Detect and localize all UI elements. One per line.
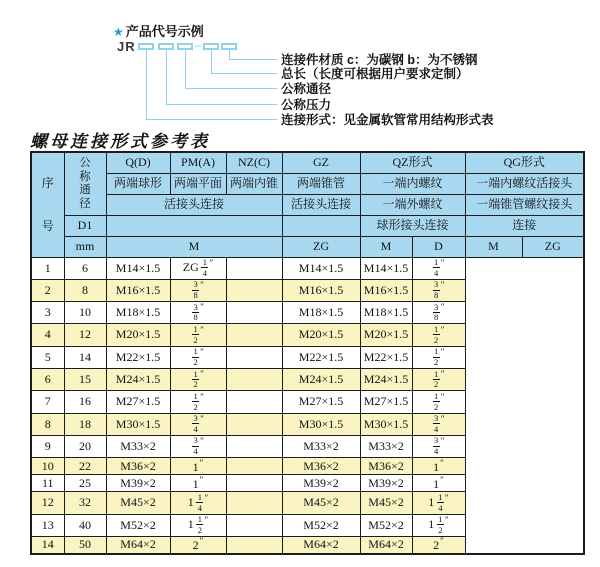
cell-qg-m: M36×2 [360,458,412,475]
cell-qz-d: M36×2 [282,458,360,475]
header-code-qz: QZ形式 [360,152,465,173]
cell-qg-m: M16×1.5 [360,279,412,301]
cell-dn-mm: 16 [64,391,106,413]
table-row [31,368,584,390]
header-conn-qg: 一端锥管螺纹接头 [465,194,584,215]
cell-qg-zg: 1″ [412,475,465,492]
cell-qg-m: M52×2 [360,514,412,536]
cell-gz-zg: 1 $\frac{1}{2}$ ″ [170,514,226,536]
cell-m-thread: M18×1.5 [106,302,170,324]
cell-qz-d: M64×2 [282,536,360,554]
cell-dn-mm: 10 [64,302,106,324]
cell-qz-d: M22×1.5 [282,346,360,368]
cell-qg-zg: 1 $\frac{1}{4}$ ″ [412,492,465,514]
header-unit-qg-zg: ZG [522,236,584,257]
cell-seq: 10 [31,458,64,475]
cell-dn-mm: 32 [64,492,106,514]
cell-qz-m [226,475,282,492]
table-row [31,324,584,346]
header-desc-pma: 两端平面 [170,173,226,194]
cell-dn-mm: 22 [64,458,106,475]
cell-qz-m [226,413,282,435]
cell-qg-zg: 1″ [412,458,465,475]
cell-dn-mm: 25 [64,475,106,492]
cell-qg-m: M27×1.5 [360,391,412,413]
cell-qz-d: M30×1.5 [282,413,360,435]
cell-qz-m [226,257,282,279]
table-row [31,514,584,536]
cell-qz-m [226,536,282,554]
header-seq: 序 号 [31,152,64,257]
header-desc-nzc: 两端内锥 [226,173,282,194]
header-code-pma: PM(A) [170,152,226,173]
cell-seq: 9 [31,435,64,457]
cell-gz-zg: 1″ [170,475,226,492]
code-dash: – [195,37,202,52]
cell-m-thread: M20×1.5 [106,324,170,346]
cell-dn-mm: 12 [64,324,106,346]
header-blank-gz [282,215,360,236]
cell-seq: 12 [31,492,64,514]
cell-qg-zg: $\frac{1}{2}$ ″ [412,346,465,368]
cell-dn-mm: 15 [64,368,106,390]
cell-m-thread: M45×2 [106,492,170,514]
cell-seq: 2 [31,279,64,301]
diagram-label-material: 连接件材质 c：为碳钢 b：为不锈钢 [281,53,478,67]
cell-qg-zg: $\frac{1}{4}$ ″ [412,257,465,279]
cell-gz-zg: 2″ [170,536,226,554]
table-body [31,257,584,554]
cell-m-thread: M22×1.5 [106,346,170,368]
code-box-nominal-diameter [177,43,193,50]
cell-gz-zg: 1″ [170,458,226,475]
header-code-gz: GZ [282,152,360,173]
header-ball-joint: 球形接头连接 [360,215,465,236]
cell-qz-m [226,514,282,536]
cell-m-thread: M36×2 [106,458,170,475]
cell-seq: 5 [31,346,64,368]
product-code-prefix: JR [117,39,136,54]
cell-m-thread: M16×1.5 [106,279,170,301]
header-desc-qg: 一端内螺纹活接头 [465,173,584,194]
cell-qg-m: M18×1.5 [360,302,412,324]
cell-qz-d: M20×1.5 [282,324,360,346]
code-box-connection-form [138,43,154,50]
cell-qg-m: M22×1.5 [360,346,412,368]
cell-qg-m: M33×2 [360,435,412,457]
cell-gz-zg: 1 $\frac{1}{4}$ ″ [170,492,226,514]
cell-qg-zg: 2″ [412,536,465,554]
cell-seq: 1 [31,257,64,279]
header-unit-qz-d: D [412,236,465,257]
cell-dn-mm: 14 [64,346,106,368]
diagram-label-total-length: 总长（长度可根据用户要求定制） [281,67,469,81]
cell-qg-m: M64×2 [360,536,412,554]
table-row [31,536,584,554]
cell-qz-d: M24×1.5 [282,368,360,390]
cell-qg-m: M24×1.5 [360,368,412,390]
cell-dn-mm: 18 [64,413,106,435]
cell-m-thread: M39×2 [106,475,170,492]
cell-qz-d: M52×2 [282,514,360,536]
header-unit-zg: ZG [282,236,360,257]
table-row [31,435,584,457]
diagram-label-nominal-pressure: 公称压力 [281,98,332,112]
cell-m-thread: M64×2 [106,536,170,554]
cell-qz-m [226,302,282,324]
cell-gz-zg: ZG $\frac{1}{4}$ ″ [170,257,226,279]
cell-qz-d: M39×2 [282,475,360,492]
cell-qg-zg: 1 $\frac{1}{2}$ ″ [412,514,465,536]
diagram-label-connection-form: 连接形式：见金属软管常用结构形式表 [281,113,494,127]
cell-qz-d: M27×1.5 [282,391,360,413]
cell-qz-m [226,279,282,301]
table-row [31,475,584,492]
cell-seq: 7 [31,391,64,413]
header-conn-qz: 一端外螺纹 [360,194,465,215]
cell-qg-zg: $\frac{3}{4}$ ″ [412,413,465,435]
cell-gz-zg: $\frac{3}{4}$ ″ [170,435,226,457]
cell-m-thread: M24×1.5 [106,368,170,390]
header-desc-gz: 两端锥管 [282,173,360,194]
cell-qz-m [226,435,282,457]
cell-gz-zg: $\frac{3}{8}$ ″ [170,302,226,324]
cell-qz-m [226,458,282,475]
table-header [31,152,584,257]
diagram-title-text: 产品代号示例 [125,24,204,39]
header-blank-left [106,215,282,236]
cell-gz-zg: $\frac{1}{2}$ ″ [170,391,226,413]
table-row [31,346,584,368]
table-row [31,391,584,413]
header-conn-gz: 活接头连接 [282,194,360,215]
cell-gz-zg: $\frac{1}{2}$ ″ [170,368,226,390]
cell-m-thread: M27×1.5 [106,391,170,413]
cell-m-thread: M33×2 [106,435,170,457]
cell-seq: 13 [31,514,64,536]
cell-qg-zg: $\frac{3}{8}$ ″ [412,302,465,324]
product-code-diagram [0,0,600,130]
table-row [31,492,584,514]
cell-qg-zg: $\frac{1}{2}$ ″ [412,324,465,346]
cell-qz-d: M45×2 [282,492,360,514]
connector-line-connection-form [146,50,277,120]
cell-dn-mm: 50 [64,536,106,554]
cell-qg-m: M45×2 [360,492,412,514]
header-conn-union: 活接头连接 [106,194,282,215]
table-row [31,279,584,301]
cell-qg-zg: $\frac{3}{8}$ ″ [412,279,465,301]
header-nominal-diameter: 公 称 通 径 [64,152,106,215]
cell-qz-m [226,391,282,413]
table-row [31,257,584,279]
cell-qz-d: M14×1.5 [282,257,360,279]
code-box-total-length [203,43,219,50]
cell-m-thread: M14×1.5 [106,257,170,279]
cell-qz-m [226,346,282,368]
header-unit-qz-m: M [360,236,412,257]
cell-seq: 3 [31,302,64,324]
code-box-material [221,43,237,50]
cell-gz-zg: $\frac{3}{4}$ ″ [170,413,226,435]
cell-dn-mm: 8 [64,279,106,301]
cell-qg-zg: $\frac{3}{4}$ ″ [412,435,465,457]
cell-seq: 11 [31,475,64,492]
table-row [31,413,584,435]
header-unit-m: M [106,236,282,257]
cell-qg-m: M20×1.5 [360,324,412,346]
cell-seq: 4 [31,324,64,346]
header-code-nzc: NZ(C) [226,152,282,173]
cell-qz-m [226,324,282,346]
cell-qg-m: M30×1.5 [360,413,412,435]
cell-qg-m: M39×2 [360,475,412,492]
cell-qz-m [226,492,282,514]
cell-seq: 6 [31,368,64,390]
header-connect: 连接 [465,215,584,236]
cell-m-thread: M30×1.5 [106,413,170,435]
diagram-label-nominal-diameter: 公称通径 [281,82,332,96]
cell-dn-mm: 20 [64,435,106,457]
diagram-title [113,21,204,40]
header-desc-qd: 两端球形 [106,173,170,194]
cell-qg-zg: $\frac{1}{2}$ ″ [412,391,465,413]
cell-m-thread: M52×2 [106,514,170,536]
cell-qz-m [226,368,282,390]
table-title: 螺母连接形式参考表 [30,132,210,151]
star-icon: ★ [113,25,124,39]
header-mm: mm [64,236,106,257]
code-box-nominal-pressure [158,43,174,50]
cell-dn-mm: 40 [64,514,106,536]
header-code-qd: Q(D) [106,152,170,173]
cell-seq: 8 [31,413,64,435]
header-code-qg: QG形式 [465,152,584,173]
cell-gz-zg: $\frac{3}{8}$ ″ [170,279,226,301]
cell-qz-d: M18×1.5 [282,302,360,324]
cell-qz-d: M16×1.5 [282,279,360,301]
table-row [31,302,584,324]
cell-gz-zg: $\frac{1}{2}$ ″ [170,346,226,368]
cell-seq: 14 [31,536,64,554]
nut-connection-table [30,151,585,555]
table-row [31,458,584,475]
header-d1: D1 [64,215,106,236]
cell-qg-m: M14×1.5 [360,257,412,279]
header-desc-qz: 一端内螺纹 [360,173,465,194]
cell-gz-zg: $\frac{1}{2}$ ″ [170,324,226,346]
cell-qg-zg: $\frac{1}{2}$ ″ [412,368,465,390]
cell-qz-d: M33×2 [282,435,360,457]
cell-dn-mm: 6 [64,257,106,279]
header-unit-qg-m: M [465,236,522,257]
